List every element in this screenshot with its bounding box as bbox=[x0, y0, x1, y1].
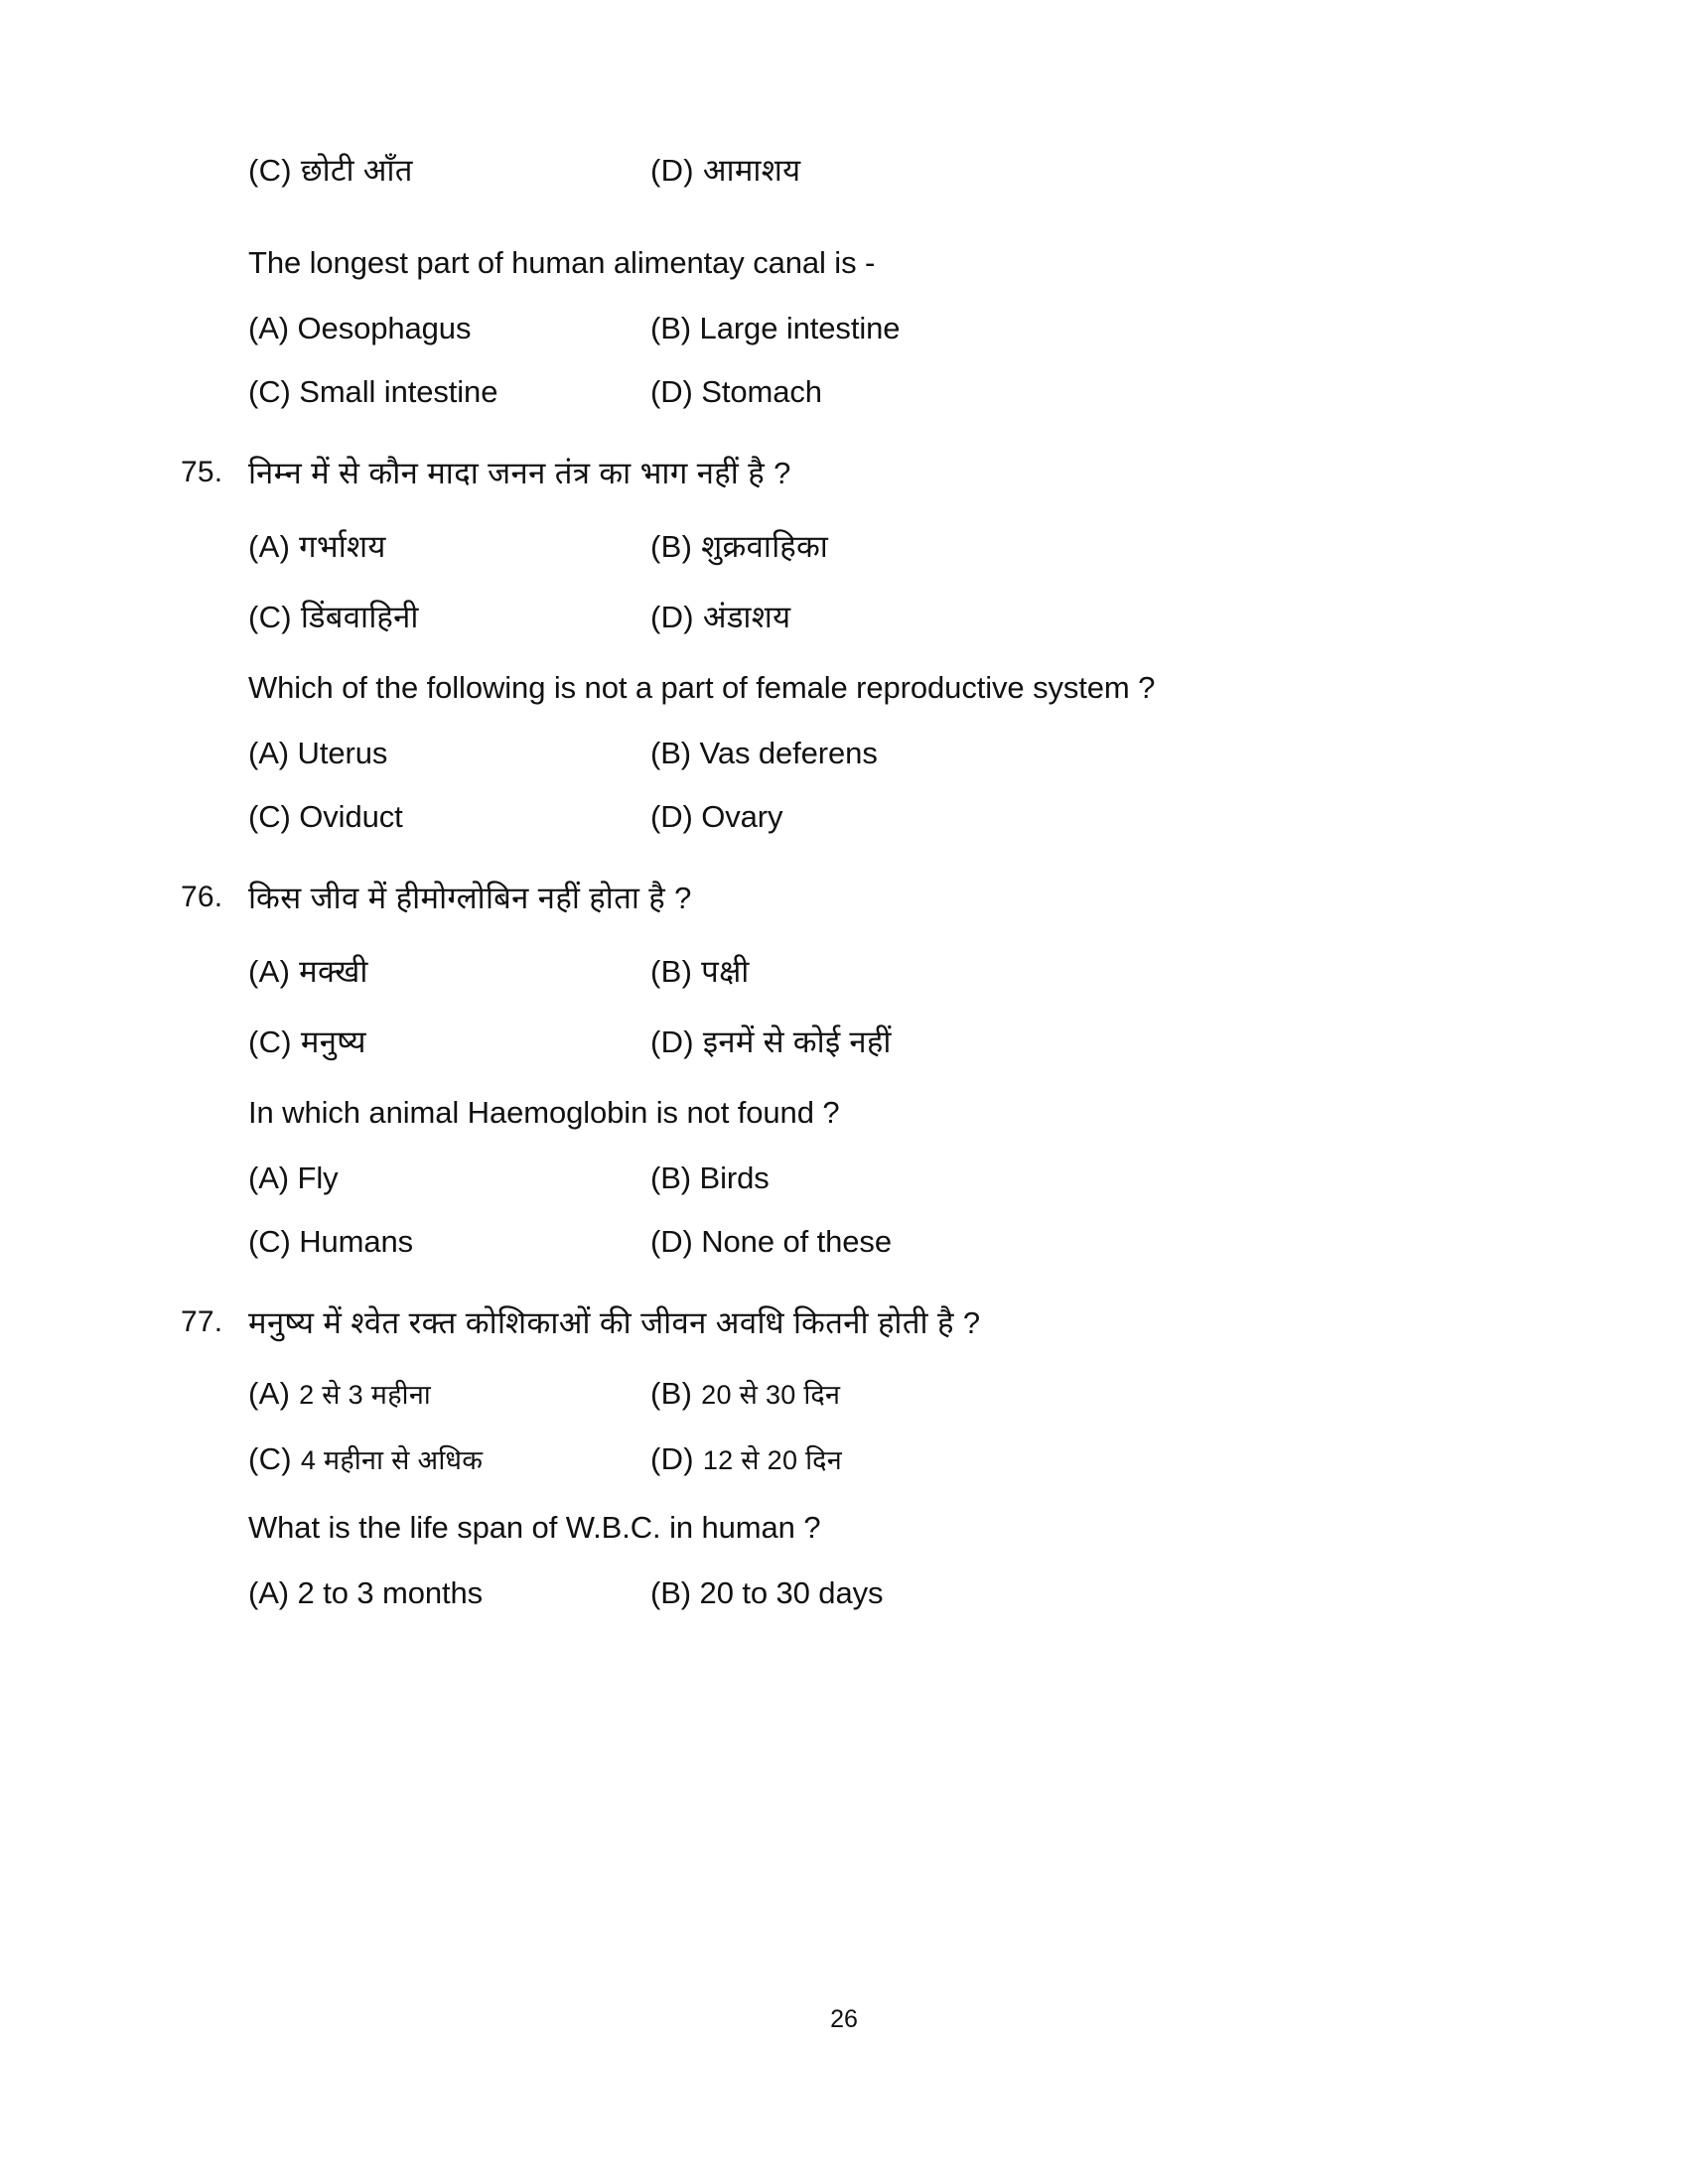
option-row-hindi-ab-77 bbox=[248, 1375, 1460, 1412]
question-stem-hindi-76: किस जीव में हीमोग्लोबिन नहीं होता है ? bbox=[248, 881, 692, 915]
option-text: अंडाशय bbox=[702, 600, 791, 634]
option-label: (A) bbox=[248, 311, 290, 345]
question-stem-english-74: The longest part of human alimentay canal is - bbox=[248, 245, 876, 280]
option-text: इनमें से कोई नहीं bbox=[702, 1024, 892, 1059]
option-d-english[interactable] bbox=[650, 1224, 1460, 1260]
option-label: (A) bbox=[248, 1160, 290, 1195]
option-text: Stomach bbox=[701, 374, 822, 409]
option-b-english[interactable] bbox=[650, 1160, 1460, 1196]
option-text: Humans bbox=[299, 1224, 414, 1259]
option-label: (D) bbox=[650, 1024, 694, 1059]
option-text: 2 to 3 months bbox=[297, 1575, 484, 1610]
option-a-english[interactable] bbox=[248, 1575, 650, 1611]
option-text: मनुष्य bbox=[300, 1024, 366, 1059]
question-block-77 bbox=[181, 1305, 1460, 1611]
option-b-hindi[interactable] bbox=[650, 525, 1460, 567]
option-text: None of these bbox=[701, 1224, 892, 1259]
option-text: मक्खी bbox=[299, 954, 368, 989]
option-label: (C) bbox=[248, 374, 291, 409]
option-b-english[interactable] bbox=[650, 1575, 1460, 1611]
option-c-english[interactable] bbox=[248, 374, 650, 410]
option-row-hindi-cd-76 bbox=[248, 1021, 1460, 1062]
option-text: डिंबवाहिनी bbox=[300, 600, 419, 634]
option-c-hindi[interactable] bbox=[248, 149, 650, 191]
option-row-english-ab-77 bbox=[248, 1575, 1460, 1611]
option-d-hindi[interactable] bbox=[650, 596, 1460, 637]
option-text: Ovary bbox=[701, 799, 783, 834]
option-text: Oesophagus bbox=[297, 311, 472, 345]
option-a-hindi[interactable] bbox=[248, 525, 650, 567]
option-a-hindi[interactable] bbox=[248, 950, 650, 992]
question-block-76 bbox=[181, 881, 1460, 1260]
question-number-76: 76. bbox=[181, 881, 223, 913]
option-text: Vas deferens bbox=[699, 736, 878, 770]
question-block-75 bbox=[181, 456, 1460, 835]
option-label: (C) bbox=[248, 600, 292, 634]
option-label: (B) bbox=[650, 529, 693, 564]
page-number: 26 bbox=[830, 2005, 858, 2033]
question-stem-hindi-75: निम्न में से कौन मादा जनन तंत्र का भाग नहीं है ? bbox=[248, 456, 791, 490]
option-a-english[interactable] bbox=[248, 1160, 650, 1196]
question-number-75: 75. bbox=[181, 456, 223, 488]
option-label: (B) bbox=[650, 954, 693, 989]
option-text: आमाशय bbox=[702, 153, 801, 188]
option-label: (C) bbox=[248, 1441, 292, 1476]
option-b-english[interactable] bbox=[650, 736, 1460, 771]
option-d-hindi[interactable] bbox=[650, 1021, 1460, 1062]
option-c-hindi[interactable] bbox=[248, 1440, 650, 1477]
question-list bbox=[181, 149, 1460, 1611]
option-text: गर्भाशय bbox=[299, 529, 386, 564]
option-text: Oviduct bbox=[299, 799, 403, 834]
question-stem-english-75: Which of the following is not a part of female reproductive system ? bbox=[248, 670, 1156, 705]
question-stem-hindi-77: मनुष्य में श्वेत रक्त कोशिकाओं की जीवन अवधि कितनी होती है ? bbox=[248, 1305, 981, 1340]
option-row-hindi-ab-76 bbox=[248, 950, 1460, 992]
option-text: पक्षी bbox=[701, 954, 750, 989]
option-row-english-ab-75 bbox=[248, 736, 1460, 771]
option-label: (A) bbox=[248, 954, 291, 989]
option-text: Uterus bbox=[297, 736, 388, 770]
option-label: (B) bbox=[650, 1160, 692, 1195]
question-stem-english-77: What is the life span of W.B.C. in human ? bbox=[248, 1510, 821, 1545]
option-label: (C) bbox=[248, 1224, 291, 1259]
option-row-english-cd-76 bbox=[248, 1224, 1460, 1260]
option-row-hindi-cd-75 bbox=[248, 596, 1460, 637]
option-c-hindi[interactable] bbox=[248, 596, 650, 637]
option-text: 20 to 30 days bbox=[699, 1575, 884, 1610]
option-label: (B) bbox=[650, 1575, 692, 1610]
option-a-hindi[interactable] bbox=[248, 1375, 650, 1412]
option-a-english[interactable] bbox=[248, 736, 650, 771]
option-text: 4 महीना से अधिक bbox=[300, 1445, 484, 1475]
option-c-english[interactable] bbox=[248, 799, 650, 835]
option-d-hindi[interactable] bbox=[650, 149, 1460, 191]
option-row-hindi-ab-75 bbox=[248, 525, 1460, 567]
page-footer bbox=[0, 2005, 1688, 2034]
option-d-english[interactable] bbox=[650, 799, 1460, 835]
option-label: (D) bbox=[650, 374, 693, 409]
option-text: Birds bbox=[699, 1160, 770, 1195]
option-label: (C) bbox=[248, 1024, 292, 1059]
option-label: (A) bbox=[248, 1376, 291, 1411]
option-text: Large intestine bbox=[699, 311, 901, 345]
question-block-74-continued bbox=[248, 149, 1460, 410]
option-row-english-cd bbox=[248, 374, 1460, 410]
option-c-hindi[interactable] bbox=[248, 1021, 650, 1062]
option-label: (B) bbox=[650, 311, 692, 345]
option-label: (C) bbox=[248, 153, 292, 188]
option-text: छोटी आँत bbox=[300, 153, 413, 188]
option-label: (D) bbox=[650, 1441, 694, 1476]
option-label: (A) bbox=[248, 1575, 290, 1610]
option-row-english-ab bbox=[248, 311, 1460, 346]
option-label: (C) bbox=[248, 799, 291, 834]
option-row-hindi-cd-77 bbox=[248, 1440, 1460, 1477]
option-label: (B) bbox=[650, 1376, 693, 1411]
option-b-hindi[interactable] bbox=[650, 1375, 1460, 1412]
option-label: (B) bbox=[650, 736, 692, 770]
option-label: (A) bbox=[248, 736, 290, 770]
option-text: 2 से 3 महीना bbox=[299, 1380, 432, 1410]
option-text: 12 से 20 दिन bbox=[702, 1445, 842, 1475]
option-row-hindi-cd bbox=[248, 149, 1460, 191]
option-label: (A) bbox=[248, 529, 291, 564]
option-text: शुक्रवाहिका bbox=[701, 529, 829, 564]
option-b-english[interactable] bbox=[650, 311, 1460, 346]
option-label: (D) bbox=[650, 799, 693, 834]
option-a-english[interactable] bbox=[248, 311, 650, 346]
option-d-english[interactable] bbox=[650, 374, 1460, 410]
question-stem-english-76: In which animal Haemoglobin is not found ? bbox=[248, 1095, 840, 1130]
option-text: Fly bbox=[297, 1160, 339, 1195]
option-d-hindi[interactable] bbox=[650, 1440, 1460, 1477]
option-label: (D) bbox=[650, 153, 694, 188]
option-row-english-ab-76 bbox=[248, 1160, 1460, 1196]
option-label: (D) bbox=[650, 600, 694, 634]
option-label: (D) bbox=[650, 1224, 693, 1259]
option-c-english[interactable] bbox=[248, 1224, 650, 1260]
option-text: 20 से 30 दिन bbox=[701, 1380, 841, 1410]
question-number-77: 77. bbox=[181, 1305, 223, 1338]
option-b-hindi[interactable] bbox=[650, 950, 1460, 992]
option-text: Small intestine bbox=[299, 374, 498, 409]
option-row-english-cd-75 bbox=[248, 799, 1460, 835]
